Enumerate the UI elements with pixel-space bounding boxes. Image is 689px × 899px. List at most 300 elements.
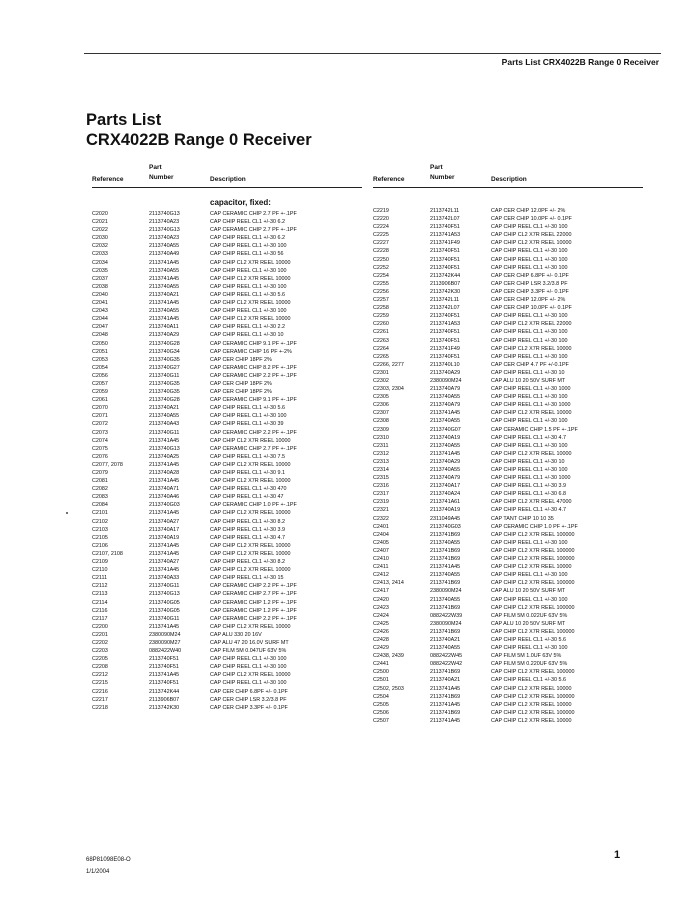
part-number-cell: 2113740A55 bbox=[430, 418, 461, 425]
description-cell: CAP CHIP REEL CL1 +/-30 100 bbox=[210, 656, 287, 663]
reference-cell: C2428 bbox=[373, 636, 389, 643]
description-cell: CAP CHIP CL2 X7R REEL 22000 bbox=[491, 321, 572, 328]
description-cell: CAP CHIP REEL CL1 +/-30 6.2 bbox=[210, 235, 285, 242]
table-row bbox=[373, 328, 643, 336]
part-number-cell: 2113740A55 bbox=[149, 267, 180, 274]
part-number-cell: 2113742L11 bbox=[430, 208, 460, 214]
reference-cell: C2441 bbox=[373, 661, 389, 668]
table-row bbox=[92, 348, 362, 356]
table-row bbox=[373, 231, 643, 239]
reference-cell: C2083 bbox=[92, 494, 108, 501]
table-row bbox=[373, 353, 643, 361]
table-row bbox=[373, 409, 643, 417]
description-cell: CAP CER CHIP LSR 3.2/3.8 PF bbox=[210, 696, 287, 703]
table-row bbox=[373, 320, 643, 328]
description-cell: CAP CHIP REEL CL1 +/-30 5.6 bbox=[491, 636, 566, 643]
description-cell: CAP CHIP REEL CL1 +/-30 100 bbox=[491, 442, 568, 449]
table-row bbox=[92, 291, 362, 299]
table-row bbox=[92, 663, 362, 671]
table-row bbox=[373, 676, 643, 684]
table-row bbox=[92, 372, 362, 380]
part-number-cell: 2113741B69 bbox=[430, 604, 461, 611]
part-number-cell: 2380090M24 bbox=[430, 588, 462, 595]
table-row bbox=[373, 515, 643, 523]
description-cell: CAP CHIP REEL CL1 +/-30 100 bbox=[491, 248, 568, 255]
reference-cell: C2259 bbox=[373, 313, 389, 320]
part-number-cell: 2113740F51 bbox=[430, 313, 460, 320]
table-row bbox=[373, 701, 643, 709]
description-cell: CAP CER CHIP 3.3PF +/- 0.1PF bbox=[210, 704, 288, 711]
table-row bbox=[373, 264, 643, 272]
reference-cell: C2218 bbox=[92, 704, 108, 711]
table-row bbox=[92, 299, 362, 307]
reference-cell: C2302 bbox=[373, 377, 389, 384]
right-column-header bbox=[373, 157, 643, 187]
part-number-cell: 2113740A79 bbox=[430, 475, 461, 482]
reference-cell: C2263 bbox=[373, 337, 389, 344]
table-row bbox=[92, 574, 362, 582]
reference-cell: C2040 bbox=[92, 291, 108, 298]
description-cell: CAP CHIP CL2 X7R REEL 100000 bbox=[491, 556, 575, 563]
reference-cell: C2112 bbox=[92, 583, 108, 590]
part-number-cell: 2113741A45 bbox=[430, 701, 461, 708]
part-number-cell: 2113740A28 bbox=[149, 470, 180, 476]
part-number-cell: 2113741B69 bbox=[430, 580, 461, 587]
part-number-cell: 2113740A55 bbox=[149, 413, 180, 420]
left-column bbox=[92, 157, 362, 712]
description-cell: CAP CHIP CL2 X7R REEL 100000 bbox=[491, 531, 575, 538]
part-number-cell: 2113740A23 bbox=[149, 235, 180, 242]
table-row bbox=[92, 340, 362, 348]
table-row bbox=[373, 547, 643, 555]
description-cell: CAP CERAMIC CHIP 2.2 PF +-.1PF bbox=[210, 583, 297, 590]
reference-cell: C2030 bbox=[92, 235, 108, 242]
part-number-cell: 2113740A24 bbox=[430, 491, 461, 498]
part-number-cell: 2113740G05 bbox=[149, 607, 180, 614]
reference-cell: C2074 bbox=[92, 437, 108, 444]
table-row bbox=[92, 607, 362, 615]
part-number-cell: 2113741A45 bbox=[149, 672, 180, 679]
reference-cell: C2507 bbox=[373, 717, 389, 724]
table-row bbox=[373, 523, 643, 531]
reference-cell: C2101 bbox=[92, 510, 108, 517]
reference-cell: C2077, 2078 bbox=[92, 461, 123, 468]
part-number-cell: 2113740A55 bbox=[149, 308, 180, 315]
part-number-cell: 2113741A53 bbox=[430, 232, 461, 239]
part-number-cell: 2113741A53 bbox=[430, 321, 461, 328]
reference-cell: C2107, 2108 bbox=[92, 550, 123, 557]
description-cell: CAP CHIP CL2 X7R REEL 10000 bbox=[210, 259, 291, 266]
table-row bbox=[92, 218, 362, 226]
table-row bbox=[92, 704, 362, 712]
part-number-cell: 2113740A55 bbox=[149, 243, 180, 250]
part-number-cell: 0882422W42 bbox=[430, 661, 463, 668]
part-number-cell: 2113740G13 bbox=[149, 211, 180, 217]
table-row bbox=[92, 542, 362, 550]
table-row bbox=[92, 550, 362, 558]
table-row bbox=[92, 267, 362, 275]
description-cell: CAP CERAMIC CHIP 2.7 PF +-.1PF bbox=[210, 445, 297, 452]
description-cell: CAP CHIP REEL CL1 +/-30 2.2 bbox=[210, 324, 285, 331]
table-row bbox=[92, 501, 362, 509]
part-number-cell: 2113740F51 bbox=[430, 224, 460, 231]
description-cell: CAP CHIP CL2 X7R REEL 10000 bbox=[491, 717, 572, 724]
part-number-cell: 2311049A45 bbox=[430, 515, 461, 522]
description-cell: CAP CHIP CL2 X7R REEL 10000 bbox=[491, 701, 572, 708]
description-cell: CAP CHIP REEL CL1 +/-30 100 bbox=[491, 596, 568, 603]
part-number-cell: 2113742K44 bbox=[430, 272, 461, 279]
table-row bbox=[92, 275, 362, 283]
table-row bbox=[92, 315, 362, 323]
description-cell: CAP CHIP REEL CL1 +/-30 8.2 bbox=[210, 559, 285, 566]
reference-cell: C2079 bbox=[92, 470, 108, 476]
reference-cell: C2110 bbox=[92, 567, 108, 574]
description-cell: CAP CHIP REEL CL1 +/-30 7.5 bbox=[210, 453, 285, 460]
table-row bbox=[373, 239, 643, 247]
table-row bbox=[92, 688, 362, 696]
part-number-cell: 2113740G07 bbox=[430, 426, 461, 433]
reference-cell: C2105 bbox=[92, 534, 108, 541]
description-cell: CAP CHIP REEL CL1 +/-30 8.2 bbox=[210, 518, 285, 525]
part-number-cell: 2113741A45 bbox=[149, 567, 180, 574]
table-row bbox=[373, 636, 643, 644]
description-cell: CAP CHIP REEL CL1 +/-30 10 bbox=[491, 369, 565, 376]
reference-cell: C2308 bbox=[373, 418, 389, 425]
description-cell: CAP CER CHIP 6.8PF +/- 0.1PF bbox=[491, 272, 569, 279]
description-cell: CAP CHIP REEL CL1 +/-30 6.8 bbox=[491, 491, 566, 498]
part-number-cell: 2113742L07 bbox=[430, 216, 460, 223]
part-number-cell: 2113740A19 bbox=[149, 534, 180, 541]
table-row bbox=[92, 582, 362, 590]
part-number-cell: 2113741B69 bbox=[430, 547, 461, 554]
table-row bbox=[92, 323, 362, 331]
reference-cell: C2322 bbox=[373, 515, 389, 522]
reference-cell: C2041 bbox=[92, 300, 108, 307]
reference-cell: C2227 bbox=[373, 240, 389, 247]
table-row bbox=[373, 668, 643, 676]
reference-cell: C2073 bbox=[92, 429, 108, 436]
part-number-cell: 2113740G28 bbox=[149, 340, 180, 347]
doc-number: 68P81098E08-O bbox=[86, 857, 131, 863]
part-number-cell: 2113741F49 bbox=[430, 240, 460, 247]
description-cell: CAP CHIP CL2 X7R REEL 10000 bbox=[210, 672, 291, 679]
part-number-cell: 2113740A25 bbox=[149, 453, 180, 460]
table-row bbox=[92, 388, 362, 396]
table-row bbox=[373, 337, 643, 345]
description-cell: CAP CHIP CL2 X7R REEL 10000 bbox=[210, 437, 291, 444]
reference-cell: C2081 bbox=[92, 478, 108, 485]
description-cell: CAP CHIP REEL CL1 +/-30 100 bbox=[491, 256, 568, 263]
part-number-cell: 2113740A17 bbox=[430, 483, 461, 490]
description-cell: CAP CHIP CL2 X7R REEL 100000 bbox=[491, 580, 575, 587]
table-row bbox=[373, 426, 643, 434]
part-number-cell: 2113741A45 bbox=[430, 450, 461, 457]
table-row bbox=[92, 420, 362, 428]
part-number-cell: 2113740A21 bbox=[149, 405, 180, 412]
description-cell: CAP CHIP CL2 X7R REEL 100000 bbox=[491, 693, 575, 700]
reference-cell: C2506 bbox=[373, 709, 389, 716]
part-number-cell: 2113740F51 bbox=[430, 337, 460, 344]
part-number-cell: 2113740A19 bbox=[430, 507, 461, 514]
table-row bbox=[373, 312, 643, 320]
reference-cell: C2258 bbox=[373, 305, 389, 312]
part-number-cell: 2113741A45 bbox=[149, 316, 180, 323]
table-row bbox=[92, 631, 362, 639]
description-cell: CAP CHIP CL2 X7R REEL 100000 bbox=[491, 709, 575, 716]
reference-cell: C2405 bbox=[373, 539, 389, 546]
running-header: Parts List CRX4022B Range 0 Receiver bbox=[501, 57, 659, 67]
part-number-cell: 2380090M24 bbox=[149, 631, 181, 638]
part-number-cell: 2113740F51 bbox=[149, 680, 179, 687]
table-row bbox=[92, 477, 362, 485]
page-title bbox=[86, 110, 312, 150]
reference-cell: C2426 bbox=[373, 628, 389, 635]
part-number-cell: 2113740A55 bbox=[430, 596, 461, 603]
description-cell: CAP CHIP CL2 X7R REEL 10000 bbox=[210, 542, 291, 549]
table-row bbox=[373, 361, 643, 369]
reference-cell: C2114 bbox=[92, 599, 108, 606]
reference-cell: C2315 bbox=[373, 475, 389, 482]
part-number-cell: 2113741A45 bbox=[149, 623, 180, 630]
table-row bbox=[373, 587, 643, 595]
description-cell: CAP CHIP REEL CL1 +/-30 100 bbox=[210, 267, 287, 274]
description-cell: CAP CHIP REEL CL1 +/-30 100 bbox=[491, 418, 568, 425]
section-heading: capacitor, fixed: bbox=[210, 198, 271, 207]
reference-cell: C2084 bbox=[92, 502, 108, 509]
reference-cell: C2261 bbox=[373, 329, 389, 336]
description-cell: CAP CERAMIC CHIP 1.0 PF +-.1PF bbox=[491, 523, 578, 530]
reference-cell: C2250 bbox=[373, 256, 389, 263]
reference-cell: C2022 bbox=[92, 227, 108, 234]
description-cell: CAP CHIP CL2 X7R REEL 10000 bbox=[491, 345, 572, 352]
reference-cell: C2059 bbox=[92, 389, 108, 396]
table-row bbox=[373, 256, 643, 264]
description-cell: CAP CHIP REEL CL1 +/-30 100 bbox=[491, 645, 568, 652]
page-number: 1 bbox=[614, 849, 621, 861]
table-row bbox=[92, 485, 362, 493]
description-cell: CAP CERAMIC CHIP 1.0 PF +-.1PF bbox=[210, 502, 297, 509]
table-row bbox=[373, 223, 643, 231]
description-cell: CAP CHIP CL2 X7R REEL 10000 bbox=[210, 550, 291, 557]
description-cell: CAP FILM 5M 0.047UF 63V 5% bbox=[210, 648, 287, 655]
table-row bbox=[92, 429, 362, 437]
part-number-cell: 2113740A29 bbox=[149, 332, 180, 339]
reference-cell: C2410 bbox=[373, 556, 389, 563]
part-number-cell: 2113740A55 bbox=[430, 572, 461, 579]
table-row bbox=[373, 660, 643, 668]
description-cell: CAP CER CHIP 3.3PF +/- 0.1PF bbox=[491, 288, 569, 295]
table-row bbox=[373, 717, 643, 725]
reference-cell: C2424 bbox=[373, 612, 389, 619]
reference-cell: C2404 bbox=[373, 531, 389, 538]
table-row bbox=[92, 226, 362, 234]
part-number-cell: 2113742K30 bbox=[430, 288, 461, 295]
reference-cell: C2103 bbox=[92, 526, 108, 533]
description-cell: CAP CHIP REEL CL1 +/-30 1000 bbox=[491, 402, 571, 409]
part-number-cell: 2380090M24 bbox=[430, 377, 462, 384]
table-row bbox=[92, 242, 362, 250]
reference-cell: C2050 bbox=[92, 340, 108, 347]
description-cell: CAP CHIP CL2 X7R REEL 47000 bbox=[491, 499, 572, 506]
description-cell: CAP CHIP CL2 X7R REEL 10000 bbox=[491, 685, 572, 692]
part-number-cell: 2113740F51 bbox=[149, 664, 179, 671]
part-number-cell: 2113740F51 bbox=[430, 329, 460, 336]
part-number-cell: 2113742K30 bbox=[149, 704, 180, 711]
footer bbox=[86, 854, 131, 878]
reference-cell: C2423 bbox=[373, 604, 389, 611]
reference-cell: C2021 bbox=[92, 219, 108, 226]
reference-cell: C2500 bbox=[373, 669, 389, 676]
part-number-cell: 2113740G34 bbox=[149, 348, 180, 355]
part-number-cell: 2113742K44 bbox=[149, 688, 180, 695]
part-number-cell: 2113740A27 bbox=[149, 518, 180, 525]
part-number-cell: 2113740A27 bbox=[149, 559, 180, 566]
margin-mark bbox=[66, 512, 68, 514]
part-number-cell: 0882422W40 bbox=[149, 648, 182, 655]
description-cell: CAP CERAMIC CHIP 9.1 PF +-.1PF bbox=[210, 397, 297, 404]
part-number-cell: 2113740G28 bbox=[149, 397, 180, 404]
description-cell: CAP CHIP CL2 X7R REEL 10000 bbox=[491, 450, 572, 457]
description-cell: CAP CHIP REEL CL1 +/-30 4.7 bbox=[491, 507, 566, 514]
description-cell: CAP CHIP CL2 X7R REEL 10000 bbox=[491, 240, 572, 247]
description-cell: CAP CHIP REEL CL1 +/-30 4.7 bbox=[210, 534, 285, 541]
reference-cell: C2420 bbox=[373, 596, 389, 603]
table-row bbox=[92, 623, 362, 631]
reference-cell: C2035 bbox=[92, 267, 108, 274]
reference-cell: C2102 bbox=[92, 518, 108, 525]
table-row bbox=[373, 482, 643, 490]
part-number-cell: 2113740F51 bbox=[430, 353, 460, 360]
part-number-cell: 2113741B69 bbox=[430, 709, 461, 716]
part-number-cell: 2113740A21 bbox=[430, 636, 461, 643]
part-number-cell: 2113741A45 bbox=[430, 410, 461, 417]
part-number-cell: 2113742L07 bbox=[430, 305, 460, 312]
reference-cell: C2254 bbox=[373, 272, 389, 279]
description-cell: CAP CHIP REEL CL1 +/-30 100 bbox=[491, 329, 568, 336]
table-row bbox=[373, 709, 643, 717]
table-row bbox=[92, 526, 362, 534]
description-cell: CAP CHIP REEL CL1 +/-30 4.7 bbox=[491, 434, 566, 441]
description-cell: CAP CER CHIP 12.0PF +/- 2% bbox=[491, 208, 566, 214]
part-number-cell: 2113740A33 bbox=[149, 575, 180, 582]
part-number-cell: 2113740A46 bbox=[149, 494, 180, 501]
reference-cell: C2116 bbox=[92, 607, 108, 614]
reference-cell: C2411 bbox=[373, 564, 389, 571]
description-header: Description bbox=[491, 176, 527, 183]
table-row bbox=[92, 453, 362, 461]
table-row bbox=[92, 518, 362, 526]
description-cell: CAP CHIP REEL CL1 +/-30 5.6 bbox=[210, 405, 285, 412]
table-row bbox=[373, 571, 643, 579]
part-number-header: Part Number bbox=[149, 164, 174, 181]
reference-cell: C2303, 2304 bbox=[373, 386, 404, 393]
header-rule bbox=[84, 53, 661, 54]
part-number-cell: 2113740G03 bbox=[430, 523, 461, 530]
table-row bbox=[373, 612, 643, 620]
reference-cell: C2256 bbox=[373, 288, 389, 295]
part-number-cell: 2113741A45 bbox=[430, 717, 461, 724]
description-cell: CAP CHIP REEL CL1 +/-30 100 bbox=[491, 353, 568, 360]
part-number-cell: 2113740G03 bbox=[149, 502, 180, 509]
reference-cell: C2407 bbox=[373, 547, 389, 554]
description-cell: CAP CHIP REEL CL1 +/-30 100 bbox=[210, 243, 287, 250]
description-cell: CAP CERAMIC CHIP 1.2 PF +-.1PF bbox=[210, 599, 297, 606]
reference-cell: C2216 bbox=[92, 688, 108, 695]
part-number-cell: 2113740A79 bbox=[430, 386, 461, 393]
part-number-cell: 2113741B69 bbox=[430, 531, 461, 538]
part-number-cell: 2113741B69 bbox=[430, 669, 461, 676]
left-column-header bbox=[92, 157, 362, 187]
table-row bbox=[92, 250, 362, 258]
reference-cell: C2225 bbox=[373, 232, 389, 239]
table-row bbox=[373, 377, 643, 385]
reference-cell: C2220 bbox=[373, 216, 389, 223]
reference-cell: C2111 bbox=[92, 575, 108, 582]
description-cell: CAP CHIP REEL CL1 +/-30 100 bbox=[210, 283, 287, 290]
description-cell: CAP CHIP REEL CL1 +/-30 5.6 bbox=[210, 291, 285, 298]
reference-cell: C2056 bbox=[92, 372, 108, 379]
table-row bbox=[373, 466, 643, 474]
right-parts-list bbox=[373, 207, 643, 725]
table-row bbox=[92, 461, 362, 469]
part-number-cell: 2113740G13 bbox=[149, 445, 180, 452]
part-number-cell: 2113740G27 bbox=[149, 364, 180, 371]
part-number-cell: 2113740F51 bbox=[430, 256, 460, 263]
reference-cell: C2033 bbox=[92, 251, 108, 258]
description-cell: CAP CHIP REEL CL1 +/-30 9.1 bbox=[210, 470, 285, 476]
description-cell: CAP CHIP REEL CL1 +/-30 100 bbox=[210, 308, 287, 315]
reference-cell: C2053 bbox=[92, 356, 108, 363]
table-row bbox=[373, 442, 643, 450]
reference-cell: C2212 bbox=[92, 672, 108, 679]
table-row bbox=[373, 450, 643, 458]
part-number-cell: 2113740A21 bbox=[430, 677, 461, 684]
part-number-cell: 2113740L10 bbox=[430, 361, 460, 368]
description-cell: CAP CERAMIC CHIP 8.2 PF +-.1PF bbox=[210, 364, 297, 371]
description-cell: CAP CHIP REEL CL1 +/-30 100 bbox=[491, 337, 568, 344]
reference-cell: C2307 bbox=[373, 410, 389, 417]
reference-cell: C2305 bbox=[373, 394, 389, 401]
table-row bbox=[373, 207, 643, 215]
description-cell: CAP CER CHIP 10.0PF +/- 0.1PF bbox=[491, 216, 572, 223]
description-cell: CAP CHIP CL2 X7R REEL 10000 bbox=[210, 461, 291, 468]
reference-cell: C2205 bbox=[92, 656, 108, 663]
description-cell: CAP FILM 5M 1.0UF 63V 5% bbox=[491, 653, 562, 660]
reference-cell: C2117 bbox=[92, 615, 108, 622]
table-row bbox=[373, 247, 643, 255]
part-number-cell: 2113741A45 bbox=[430, 564, 461, 571]
table-row bbox=[92, 404, 362, 412]
reference-cell: C2413, 2414 bbox=[373, 580, 404, 587]
description-cell: CAP ALU 330 20 16V bbox=[210, 631, 262, 638]
reference-cell: C2425 bbox=[373, 620, 389, 627]
description-cell: CAP CHIP CL2 X7R REEL 10000 bbox=[491, 564, 572, 571]
description-header: Description bbox=[210, 176, 246, 183]
part-number-cell: 2113740A55 bbox=[430, 645, 461, 652]
part-number-cell: 2113741B69 bbox=[430, 556, 461, 563]
description-cell: CAP CER CHIP 18PF 2% bbox=[210, 356, 272, 363]
description-cell: CAP CERAMIC CHIP 2.7 PF +-.1PF bbox=[210, 591, 297, 598]
description-cell: CAP CHIP REEL CL1 +/-30 47 bbox=[210, 494, 284, 501]
part-number-header: Part Number bbox=[430, 164, 455, 181]
description-cell: CAP CHIP CL2 X7R REEL 10000 bbox=[210, 275, 291, 282]
reference-cell: C2314 bbox=[373, 467, 389, 473]
reference-cell: C2202 bbox=[92, 639, 108, 646]
reference-cell: C2219 bbox=[373, 208, 389, 214]
reference-cell: C2047 bbox=[92, 324, 108, 331]
description-cell: CAP CHIP REEL CL1 +/-30 3.9 bbox=[491, 483, 566, 490]
description-cell: CAP CER CHIP 12.0PF +/- 2% bbox=[491, 297, 566, 304]
